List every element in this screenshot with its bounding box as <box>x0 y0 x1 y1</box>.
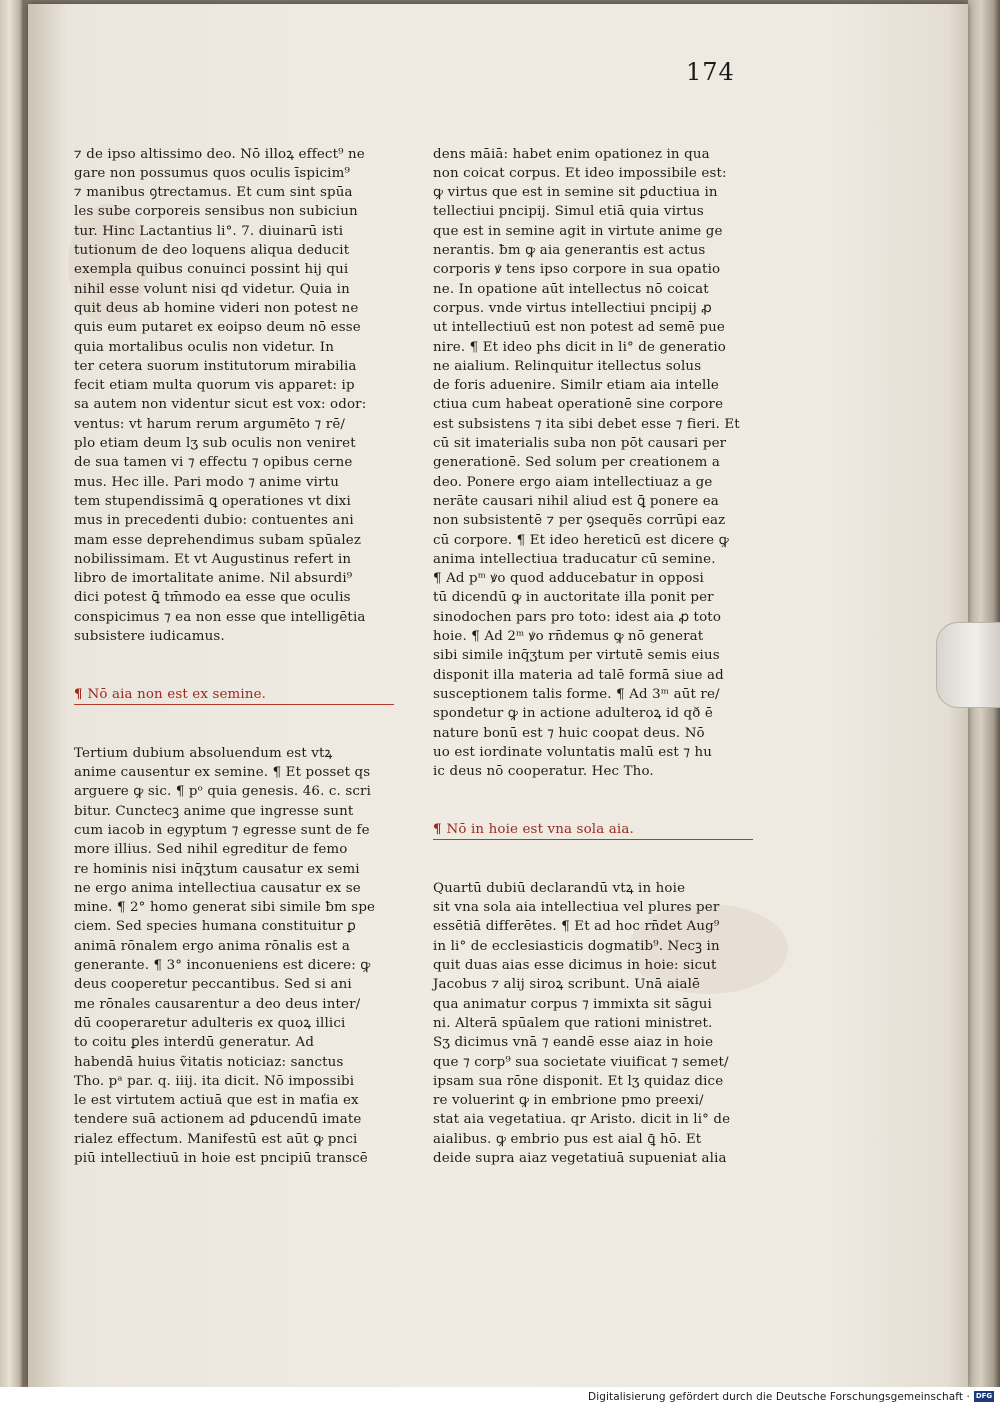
left-rubric-text: Nō aia non est ex semine. <box>87 686 267 702</box>
text-line: anime causentur ex semine. ¶ Et posset qs <box>74 765 371 781</box>
text-line: ꝙ virtus que est in semine sit ꝑductiua in <box>433 185 718 201</box>
dfg-logo-icon: DFG <box>975 1392 993 1400</box>
text-line: nerantis. ƀm ꝙ aia generantis est actus <box>433 243 706 259</box>
text-line: ic deus nō cooperatur. Hec Tho. <box>433 764 654 780</box>
text-line: bitur. Cunctecꝫ anime que ingresse sunt <box>74 803 354 819</box>
text-line: nerāte causari nihil aliud est ꝗ̄ ponere ea <box>433 493 719 509</box>
text-line: Sʒ dicimus vnā ⁊ eandē esse aiaz in hoie <box>433 1035 714 1051</box>
text-line: ter cetera suorum institutorum mirabilia <box>74 358 357 374</box>
text-line: deo. Ponere ergo aiam intellectiuaz a ge <box>433 474 713 490</box>
text-line: cū corpore. ¶ Et ideo hereticū est dicere ꝙ <box>433 532 729 548</box>
text-line: non subsistentē ⁊ per ꝯsequēs corrūpi eaz <box>433 513 726 529</box>
text-line: me rōnales causarentur a deo deus inter/ <box>74 996 361 1012</box>
text-line: de sua tamen vi ⁊ effectu ⁊ opibus cerne <box>74 455 353 471</box>
text-line: generante. ¶ 3° inconueniens est dicere: ꝙ <box>74 958 371 974</box>
right-rubric-text: Nō in hoie est vna sola aia. <box>446 821 634 837</box>
paragraph-mark-icon: ¶ <box>74 685 88 702</box>
text-line: Tho. pᵃ par. q. iiij. ita dicit. Nō impossibi <box>74 1073 355 1089</box>
left-column-lines-2 <box>74 744 394 1169</box>
page-clip <box>936 622 1000 708</box>
text-line: nire. ¶ Et ideo phs dicit in li° de generatio <box>433 339 726 355</box>
text-line: que ⁊ corp⁹ sua societate viuificat ⁊ semet/ <box>433 1054 729 1070</box>
text-line: ⁊ manibus ꝯtrectamus. Et cum sint spūa <box>74 185 353 201</box>
text-line: non coicat corpus. Et ideo impossibile est: <box>433 165 727 181</box>
text-line: ne ergo anima intellectiua causatur ex se <box>74 880 361 896</box>
text-line: corpus. vnde virtus intellectiui pncipij ꝓ <box>433 300 712 316</box>
text-line: more illius. Sed nihil egreditur de femo <box>74 842 348 858</box>
text-line: ne aialium. Relinquitur itellectus solus <box>433 358 702 374</box>
text-line: Jacobus ⁊ alij siroꝝ scribunt. Unā aialē <box>433 977 701 993</box>
text-line: nature bonū est ⁊ huic coopat deus. Nō <box>433 725 705 741</box>
text-line: ni. Alterā spūalem que rationi ministret. <box>433 1015 713 1031</box>
text-line: rialez effectum. Manifestū est aūt ꝙ pnci <box>74 1131 358 1147</box>
text-line: mus. Hec ille. Pari modo ⁊ anime virtu <box>74 474 339 490</box>
text-line: dū cooperaretur adulteris ex quoꝝ illici <box>74 1015 346 1031</box>
text-line: cum iacob in egyptum ⁊ egresse sunt de fe <box>74 822 370 838</box>
text-line: qua animatur corpus ⁊ immixta sit sāgui <box>433 996 712 1012</box>
text-line: to coitu ꝑles interdū generatur. Ad <box>74 1035 315 1051</box>
text-line: plo etiam deum lʒ sub oculis non veniret <box>74 436 356 452</box>
text-line: ut intellectiuū est non potest ad semē pue <box>433 320 725 336</box>
text-line: quia mortalibus oculis non videtur. In <box>74 339 334 355</box>
text-line: exempla quibus conuinci possint hij qui <box>74 262 349 278</box>
folio-number: 174 <box>686 58 735 86</box>
text-line: in li° de ecclesiasticis dogmatib⁹. Necꝫ in <box>433 938 720 954</box>
text-line: subsistere iudicamus. <box>74 629 225 645</box>
text-line: tū dicendū ꝙ in auctoritate illa ponit per <box>433 590 714 606</box>
text-line: nobilissimam. Et vt Augustinus refert in <box>74 551 352 567</box>
text-line: conspicimus ⁊ ea non esse que intelligētia <box>74 609 366 625</box>
footer-credit: Digitalisierung gefördert durch die Deutsche Forschungsgemeinschaft · <box>588 1391 970 1403</box>
text-line: mus in precedenti dubio: contuentes ani <box>74 513 354 529</box>
text-line: ¶ Ad pᵐ ꝟo quod adducebatur in opposi <box>433 571 704 587</box>
text-line: libro de imortalitate anime. Nil absurdi⁹ <box>74 571 353 587</box>
text-line: aialibus. ꝙ embrio pus est aial ꝗ̄ hō. Et <box>433 1131 702 1147</box>
text-line: hoie. ¶ Ad 2ᵐ ꝟo rn̄demus ꝙ nō generat <box>433 629 704 645</box>
text-line: gare non possumus quos oculis īspicim⁹ <box>74 165 350 181</box>
right-rubric-heading <box>433 820 753 840</box>
text-line: quis eum putaret ex eoipso deum nō esse <box>74 320 361 336</box>
text-line: sibi simile inq̄ʒtum per virtutē semis eius <box>433 648 720 664</box>
text-line: que est in semine agit in virtute anime ge <box>433 223 723 239</box>
text-line: sa autem non videntur sicut est vox: odor: <box>74 397 367 413</box>
paragraph-mark-icon: ¶ <box>433 820 447 837</box>
text-line: ciem. Sed species humana constituitur ꝑ <box>74 919 356 935</box>
text-line: tur. Hinc Lactantius li°. 7. diuinarū isti <box>74 223 344 239</box>
text-line: uo est iordinate voluntatis malū est ⁊ hu <box>433 744 713 760</box>
text-line: quit duas aias esse dicimus in hoie: sicut <box>433 958 717 974</box>
text-line: tellectiui pncipij. Simul etiā quia virtus <box>433 204 704 220</box>
text-line: sinodochen pars pro toto: idest aia ꝓ toto <box>433 609 722 625</box>
text-line: ⁊ de ipso altissimo deo. Nō illoꝝ effect⁹ ne <box>74 146 365 162</box>
text-line: mine. ¶ 2° homo generat sibi simile ƀm spe <box>74 900 376 916</box>
text-line: disponit illa materia ad talē formā siue ad <box>433 667 724 683</box>
left-column-lines <box>74 145 394 647</box>
text-line: cū sit imaterialis suba non pōt causari per <box>433 436 727 452</box>
text-line: les sube corporeis sensibus non subiciun <box>74 204 358 220</box>
text-line: mam esse deprehendimus subam spūalez <box>74 532 362 548</box>
right-column-lines-2 <box>433 879 753 1168</box>
text-line: sit vna sola aia intellectiua vel plures per <box>433 900 720 916</box>
text-line: arguere ꝙ sic. ¶ pᵒ quia genesis. 46. c. scri <box>74 784 372 800</box>
text-line: le est virtutem actiuā que est in maťia ex <box>74 1093 359 1109</box>
text-line: re hominis nisi inq̄ʒtum causatur ex semi <box>74 861 360 877</box>
text-line: nihil esse volunt nisi qd videtur. Quia in <box>74 281 350 297</box>
text-line: anima intellectiua traducatur cū semine. <box>433 551 716 567</box>
text-line: piū intellectiuū in hoie est pncipiū transcē <box>74 1151 368 1167</box>
text-line: tendere suā actionem ad ꝑducendū imate <box>74 1112 362 1128</box>
text-line: animā rōnalem ergo anima rōnalis est a <box>74 938 350 954</box>
text-line: habendā huius ṽitatis noticiaz: sanctus <box>74 1054 344 1070</box>
text-line: tem stupendissimā ꝗ operationes vt dixi <box>74 493 351 509</box>
text-line: fecit etiam multa quorum vis apparet: ip <box>74 378 355 394</box>
text-line: de foris aduenire. Similr etiam aia intelle <box>433 378 719 394</box>
text-line: dens māiā: habet enim opationez in qua <box>433 146 710 162</box>
text-line: Tertium dubium absoluendum est vtꝝ <box>74 745 333 761</box>
left-rubric-heading <box>74 685 394 705</box>
text-line: ctiua cum habeat operationē sine corpore <box>433 397 724 413</box>
text-line: deide supra aiaz vegetatiuā supueniat alia <box>433 1151 727 1167</box>
text-line: stat aia vegetatiua. qr Aristo. dicit in li° de <box>433 1112 731 1128</box>
text-line: deus cooperetur peccantibus. Sed si ani <box>74 977 352 993</box>
text-line: dici potest ꝗ̄ tm̄modo ea esse que oculis <box>74 590 351 606</box>
text-line: essētiā differētes. ¶ Et ad hoc rn̄det Aug⁹ <box>433 919 720 935</box>
text-line: quit deus ab homine videri non potest ne <box>74 300 359 316</box>
left-text-column <box>74 106 394 1188</box>
text-line: generationē. Sed solum per creationem a <box>433 455 720 471</box>
right-column-lines <box>433 145 753 782</box>
text-line: est subsistens ⁊ ita sibi debet esse ⁊ fieri. Et <box>433 416 740 432</box>
left-page-edge <box>0 0 24 1387</box>
text-line: spondetur ꝙ in actione adulteroꝝ id qð ē <box>433 706 713 722</box>
text-line: re voluerint ꝙ in embrione pmo preexi/ <box>433 1093 704 1109</box>
text-line: susceptionem talis forme. ¶ Ad 3ᵐ aūt re/ <box>433 686 720 702</box>
text-line: ipsam sua rōne disponit. Et lʒ quidaz dice <box>433 1073 724 1089</box>
text-line: tutionum de deo loquens aliqua deducit <box>74 243 350 259</box>
text-line: ventus: vt harum rerum argumēto ⁊ rē/ <box>74 416 346 432</box>
text-line: corporis ꝟ tens ipso corpore in sua opatio <box>433 262 721 278</box>
right-text-column <box>433 106 753 1188</box>
text-line: ne. In opatione aūt intellectus nō coicat <box>433 281 709 297</box>
text-line: Quartū dubiū declarandū vtꝝ in hoie <box>433 880 686 896</box>
